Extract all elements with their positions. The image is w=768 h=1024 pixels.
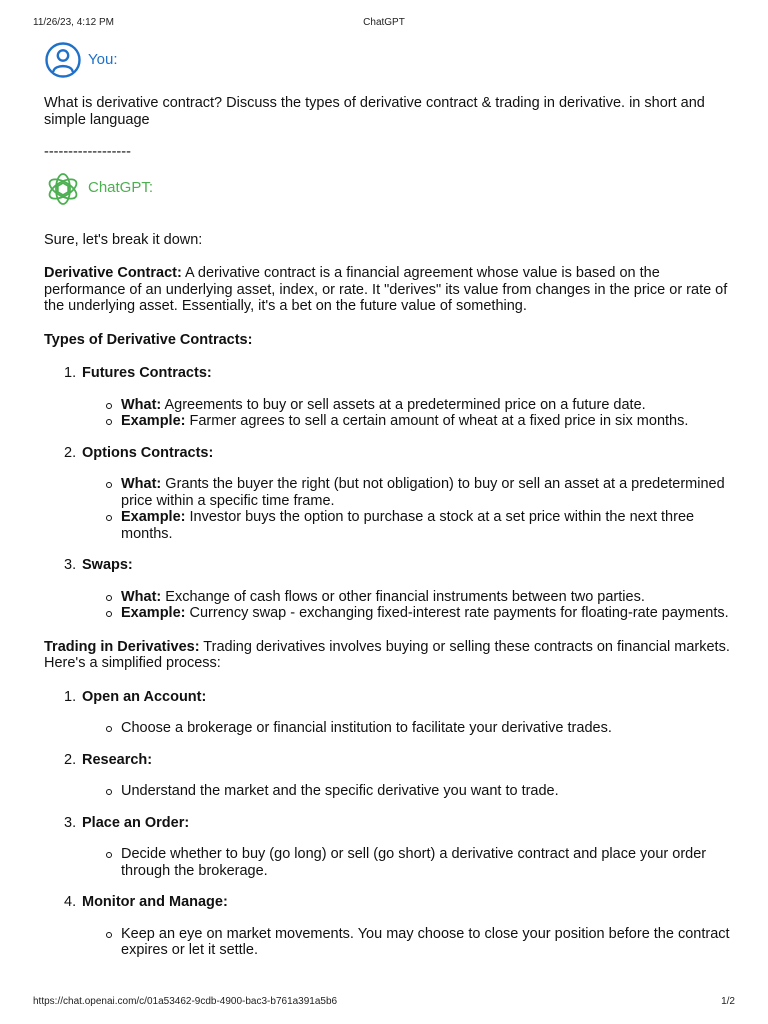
type-title: Options Contracts: [82, 444, 214, 461]
trading-intro [44, 639, 730, 672]
user-question: What is derivative contract? Discuss the types of derivative contract & trading in derivative. in short and simple language [44, 95, 705, 128]
type-item-options: 2. Options Contracts: What: Grants the buyer the right (but not obligation) to buy or sell an asset at a predetermined price within a specific time frame. Example: Investor buys the option to purchase a stock at a set price within the next three months. [44, 445, 730, 543]
type-example: Example: Currency swap - exchanging fixed-interest rate payments for floating-rate payments. [121, 605, 729, 621]
type-example: Example: Farmer agrees to sell a certain amount of wheat at a fixed price in six months. [121, 413, 730, 430]
step-item-open-account: 1. Open an Account: Choose a brokerage or financial institution to facilitate your derivative trades. [44, 689, 730, 737]
step-item-research: 2. Research: Understand the market and the specific derivative you want to trade. [44, 752, 730, 800]
message-separator: ------------------ [44, 144, 131, 160]
print-title: ChatGPT [363, 17, 405, 28]
type-title: Futures Contracts: [82, 365, 212, 381]
type-item-swaps: 3. Swaps: What: Exchange of cash flows or other financial instruments between two parties. Example: Currency swap - exchanging fixed-interest rate payments for floating-rate payments. [64, 557, 729, 621]
type-example: Example: Investor buys the option to purchase a stock at a set price within the next three months. [121, 509, 730, 542]
conversation [44, 40, 730, 959]
bot-speaker [44, 169, 730, 209]
print-header [33, 17, 735, 29]
bot-intro: Sure, let's break it down: [44, 231, 203, 248]
print-url: https://chat.openai.com/c/01a53462-9cdb-4900-bac3-b761a391a5b6 [33, 996, 338, 1007]
type-what: What: Agreements to buy or sell assets at a predetermined price on a future date. [121, 397, 730, 414]
user-speaker [44, 40, 730, 80]
print-datetime: 11/26/23, 4:12 PM [33, 17, 114, 28]
step-detail: Choose a brokerage or financial institution to facilitate your derivative trades. [121, 720, 730, 737]
derivative-definition [44, 265, 730, 315]
trading-heading: Trading in Derivatives: [44, 638, 200, 655]
user-label: You: [88, 50, 118, 68]
type-title: Swaps: [82, 557, 133, 573]
step-item-monitor: 4. Monitor and Manage: Keep an eye on market movements. You may choose to close your position before the contract expires or let it settle. [64, 894, 730, 958]
types-list [44, 365, 730, 622]
step-title: Monitor and Manage: [82, 894, 228, 910]
print-page-number: 1/2 [721, 996, 735, 1007]
step-item-place-order: 3. Place an Order: Decide whether to buy (go long) or sell (go short) a derivative contract and place your order through the brokerage. [44, 815, 730, 880]
type-item-futures: 1. Futures Contracts: What: Agreements to buy or sell assets at a predetermined price on a future date. Example: Farmer agrees to sell a certain amount of wheat at a fixed price in six months. [44, 365, 730, 430]
derivative-text: A derivative contract is a financial agreement whose value is based on the performance of an underlying asset, index, or rate. It "derives" its value from changes in the price or rate of the underlying asset. Essentially, it's a bet on the future value of something. [44, 265, 728, 314]
type-what: What: Grants the buyer the right (but not obligation) to buy or sell an asset at a predetermined price within a specific time frame. [121, 476, 730, 509]
step-title: Place an Order: [82, 814, 190, 831]
step-detail: Keep an eye on market movements. You may choose to close your position before the contract expires or let it settle. [121, 925, 730, 958]
trading-text: Trading derivatives involves buying or selling these contracts on financial markets. Here's a simplified process: [44, 638, 730, 671]
step-detail: Decide whether to buy (go long) or sell (go short) a derivative contract and place your order through the brokerage. [121, 846, 730, 879]
print-footer [33, 996, 735, 1008]
steps-list [44, 689, 730, 959]
openai-logo-icon [44, 170, 82, 208]
step-title: Open an Account: [82, 688, 207, 705]
types-heading: Types of Derivative Contracts: [44, 331, 253, 348]
step-detail: Understand the market and the specific derivative you want to trade. [121, 783, 730, 800]
step-title: Research: [82, 751, 153, 768]
user-avatar-icon [44, 41, 82, 79]
type-what: What: Exchange of cash flows or other financial instruments between two parties. [121, 589, 730, 606]
derivative-heading: Derivative Contract: [44, 265, 182, 281]
bot-label: ChatGPT: [88, 179, 154, 197]
